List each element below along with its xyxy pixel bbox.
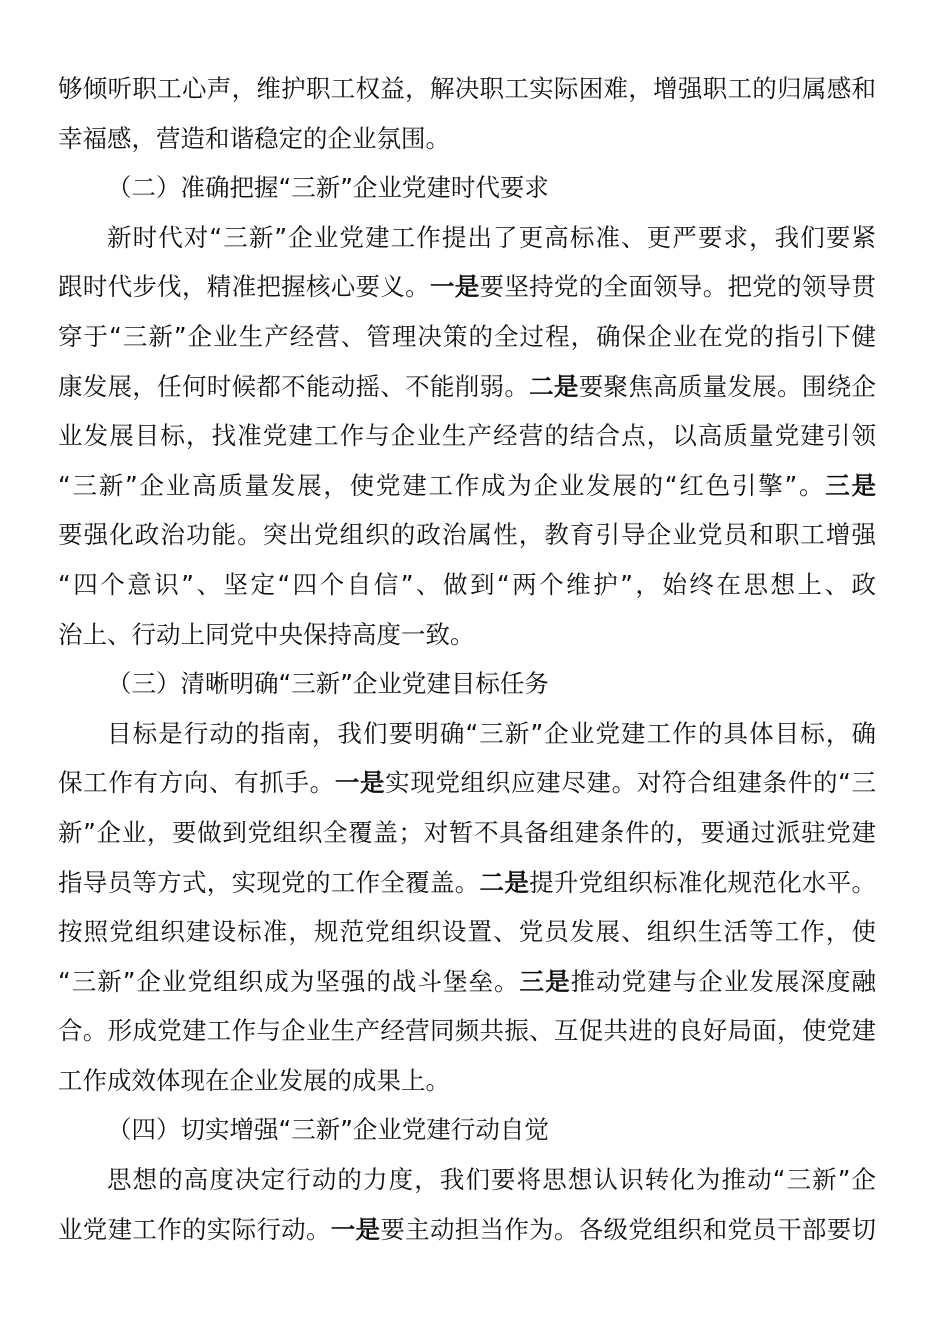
text-line <box>58 1155 876 1205</box>
text-line <box>58 1006 876 1056</box>
text-run: 提升党组织标准化规范化水平。 <box>529 867 876 897</box>
text-line <box>58 262 876 312</box>
text-line <box>58 64 876 114</box>
heading-text: （三）清晰明确“三新”企业党建目标任务 <box>107 669 549 699</box>
text-line <box>58 114 876 164</box>
emphasis-text: 二是 <box>529 371 579 401</box>
text-line <box>58 709 876 759</box>
text-run: 指导员等方式，实现党的工作全覆盖。 <box>58 867 480 897</box>
text-line <box>58 808 876 858</box>
text-run: 要聚焦高质量发展。围绕企 <box>578 371 876 401</box>
text-line <box>58 858 876 908</box>
text-run: 业党建工作的实际行动。 <box>58 1214 331 1244</box>
text-run: 跟时代步伐，精准把握核心要义。 <box>58 272 430 302</box>
paragraph <box>58 709 876 1106</box>
text-line <box>58 1105 876 1155</box>
section-heading <box>58 659 876 709</box>
text-run: 够倾听职工心声，维护职工权益，解决职工实际困难，增强职工的归属感和 <box>58 74 876 103</box>
emphasis-text: 一是 <box>334 768 386 798</box>
paragraph <box>58 1155 876 1254</box>
text-run: “四个意识”、坚定“四个自信”、做到“两个维护”，始终在思想上、政 <box>58 569 876 599</box>
text-line <box>58 758 876 808</box>
heading-text: （二）准确把握“三新”企业党建时代要求 <box>107 173 549 203</box>
text-line <box>58 907 876 957</box>
text-run: 工作成效体现在企业发展的成果上。 <box>58 1065 450 1095</box>
text-run: 思想的高度决定行动的力度，我们要将思想认识转化为推动“三新”企 <box>107 1165 876 1195</box>
text-line <box>58 1056 876 1106</box>
text-run: 幸福感，营造和谐稳定的企业氛围。 <box>58 123 450 153</box>
paragraph <box>58 213 876 659</box>
emphasis-text: 一是 <box>330 1214 381 1244</box>
text-run: 穿于“三新”企业生产经营、管理决策的全过程，确保企业在党的指引下健 <box>58 321 876 351</box>
text-run: 业发展目标，找准党建工作与企业生产经营的结合点，以高质量党建引领 <box>58 421 876 451</box>
paragraph <box>58 64 876 163</box>
emphasis-text: 一是 <box>429 272 480 302</box>
text-run: 实现党组织应建尽建。对符合组建条件的“三 <box>385 768 876 798</box>
text-run: 保工作有方向、有抓手。 <box>58 768 335 798</box>
emphasis-text: 三是 <box>519 966 571 996</box>
emphasis-text: 三是 <box>825 470 876 500</box>
text-line <box>58 659 876 709</box>
text-line <box>58 510 876 560</box>
text-run: 要强化政治功能。突出党组织的政治属性，教育引导企业党员和职工增强 <box>58 520 876 550</box>
text-line <box>58 213 876 263</box>
text-line <box>58 312 876 362</box>
section-heading <box>58 1105 876 1155</box>
text-run: “三新”企业高质量发展，使党建工作成为企业发展的“红色引擎”。 <box>58 470 826 500</box>
section-heading <box>58 163 876 213</box>
text-line <box>58 610 876 660</box>
text-run: 要坚持党的全面领导。把党的领导贯 <box>479 272 876 302</box>
text-line <box>58 461 876 511</box>
text-run: “三新”企业党组织成为坚强的战斗堡垒。 <box>58 966 520 996</box>
text-run: 按照党组织建设标准，规范党组织设置、党员发展、组织生活等工作，使 <box>58 917 876 947</box>
document-page <box>58 64 876 1254</box>
text-line <box>58 1205 876 1255</box>
emphasis-text: 二是 <box>479 867 530 897</box>
heading-text: （四）切实增强“三新”企业党建行动自觉 <box>107 1115 549 1145</box>
text-run: 新时代对“三新”企业党建工作提出了更高标准、更严要求，我们要紧 <box>107 222 876 252</box>
text-line <box>58 957 876 1007</box>
text-run: 新”企业，要做到党组织全覆盖；对暂不具备组建条件的，要通过派驻党建 <box>58 817 876 847</box>
text-line <box>58 411 876 461</box>
text-line <box>58 163 876 213</box>
text-run: 合。形成党建工作与企业生产经营同频共振、互促共进的良好局面，使党建 <box>58 1016 876 1046</box>
text-run: 治上、行动上同党中央保持高度一致。 <box>58 619 475 649</box>
text-line <box>58 560 876 610</box>
text-run: 推动党建与企业发展深度融 <box>570 966 876 996</box>
text-run: 康发展，任何时候都不能动摇、不能削弱。 <box>58 371 530 401</box>
text-line <box>58 362 876 412</box>
text-run: 要主动担当作为。各级党组织和党员干部要切 <box>380 1214 876 1244</box>
text-run: 目标是行动的指南，我们要明确“三新”企业党建工作的具体目标，确 <box>107 718 876 748</box>
